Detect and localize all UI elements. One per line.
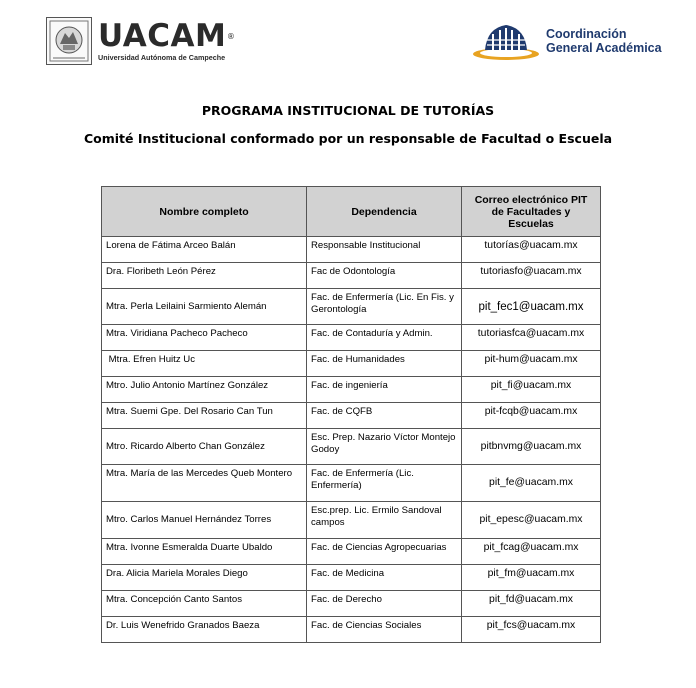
document-header (0, 0, 696, 80)
email-cell: pit_fi@uacam.mx (462, 377, 601, 403)
cga-line2: General Académica (546, 41, 662, 55)
name-cell: Mtra. Ivonne Esmeralda Duarte Ubaldo (102, 539, 307, 565)
dependency-cell: Esc.prep. Lic. Ermilo Sandoval campos (307, 502, 462, 539)
email-cell: tutoriasfca@uacam.mx (462, 325, 601, 351)
column-header-dependency: Dependencia (307, 187, 462, 237)
dependency-cell: Fac. de CQFB (307, 403, 462, 429)
email-cell: pit_fec1@uacam.mx (462, 289, 601, 325)
table-row (102, 591, 601, 617)
name-cell: Dr. Luis Wenefrido Granados Baeza (102, 617, 307, 643)
cga-emblem-icon (471, 20, 541, 62)
name-cell: Mtra. Viridiana Pacheco Pacheco (102, 325, 307, 351)
document-title: PROGRAMA INSTITUCIONAL DE TUTORÍAS (201, 103, 495, 118)
dependency-cell: Responsable Institucional (307, 237, 462, 263)
document-subtitle: Comité Institucional conformado por un responsable de Facultad o Escuela (83, 131, 613, 146)
table-row (102, 237, 601, 263)
dependency-cell: Fac. de Ciencias Agropecuarias (307, 539, 462, 565)
table-row (102, 617, 601, 643)
email-cell: pit_fd@uacam.mx (462, 591, 601, 617)
dependency-cell: Fac. de Humanidades (307, 351, 462, 377)
email-cell: pit_fcs@uacam.mx (462, 617, 601, 643)
name-cell: Mtra. Concepción Canto Santos (102, 591, 307, 617)
table-row (102, 539, 601, 565)
dependency-cell: Fac. de Medicina (307, 565, 462, 591)
table-row (102, 325, 601, 351)
name-cell: Mtra. Suemi Gpe. Del Rosario Can Tun (102, 403, 307, 429)
table-row (102, 403, 601, 429)
email-cell: pit_fm@uacam.mx (462, 565, 601, 591)
dependency-cell: Fac. de Contaduría y Admin. (307, 325, 462, 351)
table-row (102, 565, 601, 591)
column-header-name: Nombre completo (102, 187, 307, 237)
table-row (102, 377, 601, 403)
cga-line1: Coordinación (546, 27, 627, 41)
name-cell: Mtro. Carlos Manuel Hernández Torres (102, 502, 307, 539)
name-cell: Mtra. Efren Huitz Uc (102, 351, 307, 377)
name-cell: Dra. Alicia Mariela Morales Diego (102, 565, 307, 591)
email-cell: pitbnvmg@uacam.mx (462, 429, 601, 465)
email-cell: pit_fcag@uacam.mx (462, 539, 601, 565)
name-cell: Mtra. Perla Leilaini Sarmiento Alemán (102, 289, 307, 325)
table-row (102, 263, 601, 289)
name-cell: Mtra. María de las Mercedes Queb Montero (102, 465, 307, 502)
university-seal-icon (46, 17, 92, 65)
dependency-cell: Esc. Prep. Nazario Víctor Montejo Godoy (307, 429, 462, 465)
name-cell: Mtro. Julio Antonio Martínez González (102, 377, 307, 403)
dependency-cell: Fac. de Derecho (307, 591, 462, 617)
brand-subtitle: Universidad Autónoma de Campeche (98, 53, 226, 62)
dependency-cell: Fac. de ingeniería (307, 377, 462, 403)
table-row (102, 502, 601, 539)
email-cell: pit-fcqb@uacam.mx (462, 403, 601, 429)
dependency-cell: Fac. de Ciencias Sociales (307, 617, 462, 643)
email-cell: tutorías@uacam.mx (462, 237, 601, 263)
column-header-email: Correo electrónico PIT de Facultades y Escuelas (462, 187, 601, 237)
cga-logo (471, 20, 662, 62)
dependency-cell: Fac de Odontología (307, 263, 462, 289)
committee-table (101, 186, 601, 643)
table-row (102, 289, 601, 325)
table-header-row (102, 187, 601, 237)
email-cell: pit_fe@uacam.mx (462, 465, 601, 502)
email-cell: pit_epesc@uacam.mx (462, 502, 601, 539)
name-cell: Lorena de Fátima Arceo Balán (102, 237, 307, 263)
dependency-cell: Fac. de Enfermería (Lic. En Fis. y Gerontología (307, 289, 462, 325)
table-row (102, 351, 601, 377)
name-cell: Dra. Floribeth León Pérez (102, 263, 307, 289)
brand-name: UACAM ® (98, 18, 236, 54)
table-row (102, 465, 601, 502)
name-cell: Mtro. Ricardo Alberto Chan González (102, 429, 307, 465)
dependency-cell: Fac. de Enfermería (Lic. Enfermería) (307, 465, 462, 502)
uacam-logo (46, 17, 236, 65)
table-row (102, 429, 601, 465)
email-cell: tutoriasfo@uacam.mx (462, 263, 601, 289)
email-cell: pit-hum@uacam.mx (462, 351, 601, 377)
